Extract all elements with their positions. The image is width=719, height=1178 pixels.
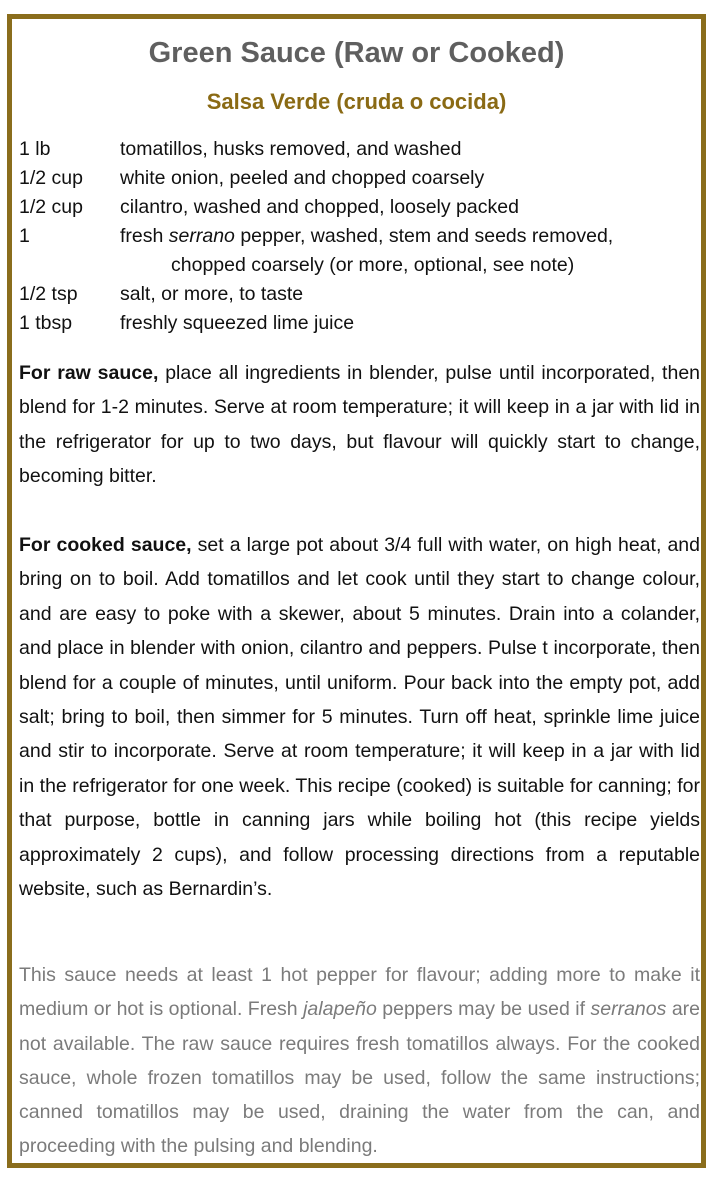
raw-sauce-paragraph <box>19 356 700 493</box>
raw-sauce-text: place all ingredients in blender, pulse until incorporated, then blend for 1-2 minutes. Serve at room temperature; it will keep in a jar with lid in the refrigerator for up to two days, but flavour will quickly start to change, becoming bitter. <box>19 362 701 487</box>
ingredient-text: pepper, washed, stem and seeds removed, <box>234 225 614 247</box>
note-text: peppers may be used if <box>376 998 591 1021</box>
ingredient-emphasis: serrano <box>168 225 235 247</box>
ingredient-quantity: 1/2 cup <box>19 196 83 218</box>
recipe-card <box>7 14 706 1168</box>
ingredient-description: white onion, peeled and chopped coarsely <box>120 167 485 189</box>
ingredient-row <box>19 280 699 309</box>
recipe-note <box>19 958 700 1164</box>
recipe-subtitle: Salsa Verde (cruda o cocida) <box>206 89 507 114</box>
ingredient-quantity: 1 <box>19 225 30 247</box>
ingredient-quantity: 1/2 cup <box>19 167 83 189</box>
note-text: are not available. The raw sauce requires fresh tomatillos always. For the cooked sauce, whole frozen tomatillos may be used, follow the same instructions; canned tomatillos may be used, draining the water from the can, and proceeding with the pulsing and blending. <box>19 998 700 1158</box>
ingredient-quantity: 1 tbsp <box>19 312 73 334</box>
note-emphasis: jalapeño <box>303 998 377 1021</box>
cooked-sauce-text: set a large pot about 3/4 full with water, on high heat, and bring on to boil. Add tomatillos and let cook until they start to change colour, and are easy to poke with a skewer, about 5 minutes. Drain into a colander, and place in blender with onion, cilantro and peppers. Pulse t incorporate, then blend for a couple of minutes, until uniform. Pour back into the empty pot, add salt; bring to boil, then simmer for 5 minutes. Turn off heat, sprinkle lime juice and stir to incorporate. Serve at room temperature; it will keep in a jar with lid in the refrigerator for one week. This recipe (cooked) is suitable for canning; for that purpose, bottle in canning jars while boiling hot (this recipe yields approximately 2 cups), and follow processing directions from a reputable website, such as Bernardin’s. <box>19 534 700 901</box>
recipe-title: Green Sauce (Raw or Cooked) <box>148 37 565 69</box>
ingredient-row-continuation <box>19 251 699 280</box>
ingredient-row <box>19 222 699 251</box>
ingredient-description: chopped coarsely (or more, optional, see note) <box>171 254 575 276</box>
ingredient-description: tomatillos, husks removed, and washed <box>120 138 462 160</box>
cooked-sauce-paragraph <box>19 528 700 906</box>
ingredients-list <box>19 135 699 338</box>
ingredient-description <box>120 222 613 251</box>
ingredient-description: freshly squeezed lime juice <box>120 312 355 334</box>
cooked-sauce-heading: For cooked sauce, <box>19 534 192 556</box>
ingredient-text: fresh <box>120 225 169 247</box>
ingredient-quantity: 1 lb <box>19 138 51 160</box>
ingredient-row <box>19 164 699 193</box>
ingredient-row <box>19 309 699 338</box>
note-emphasis: serranos <box>590 998 667 1021</box>
ingredient-description: cilantro, washed and chopped, loosely packed <box>120 196 519 218</box>
note-text: This sauce needs at least 1 hot pepper for flavour; adding more to make it medium or hot is optional. Fresh <box>19 964 700 1021</box>
ingredient-description: salt, or more, to taste <box>120 283 304 305</box>
ingredient-quantity: 1/2 tsp <box>19 283 78 305</box>
ingredient-row <box>19 135 699 164</box>
ingredient-row <box>19 193 699 222</box>
raw-sauce-heading: For raw sauce, <box>19 362 159 384</box>
